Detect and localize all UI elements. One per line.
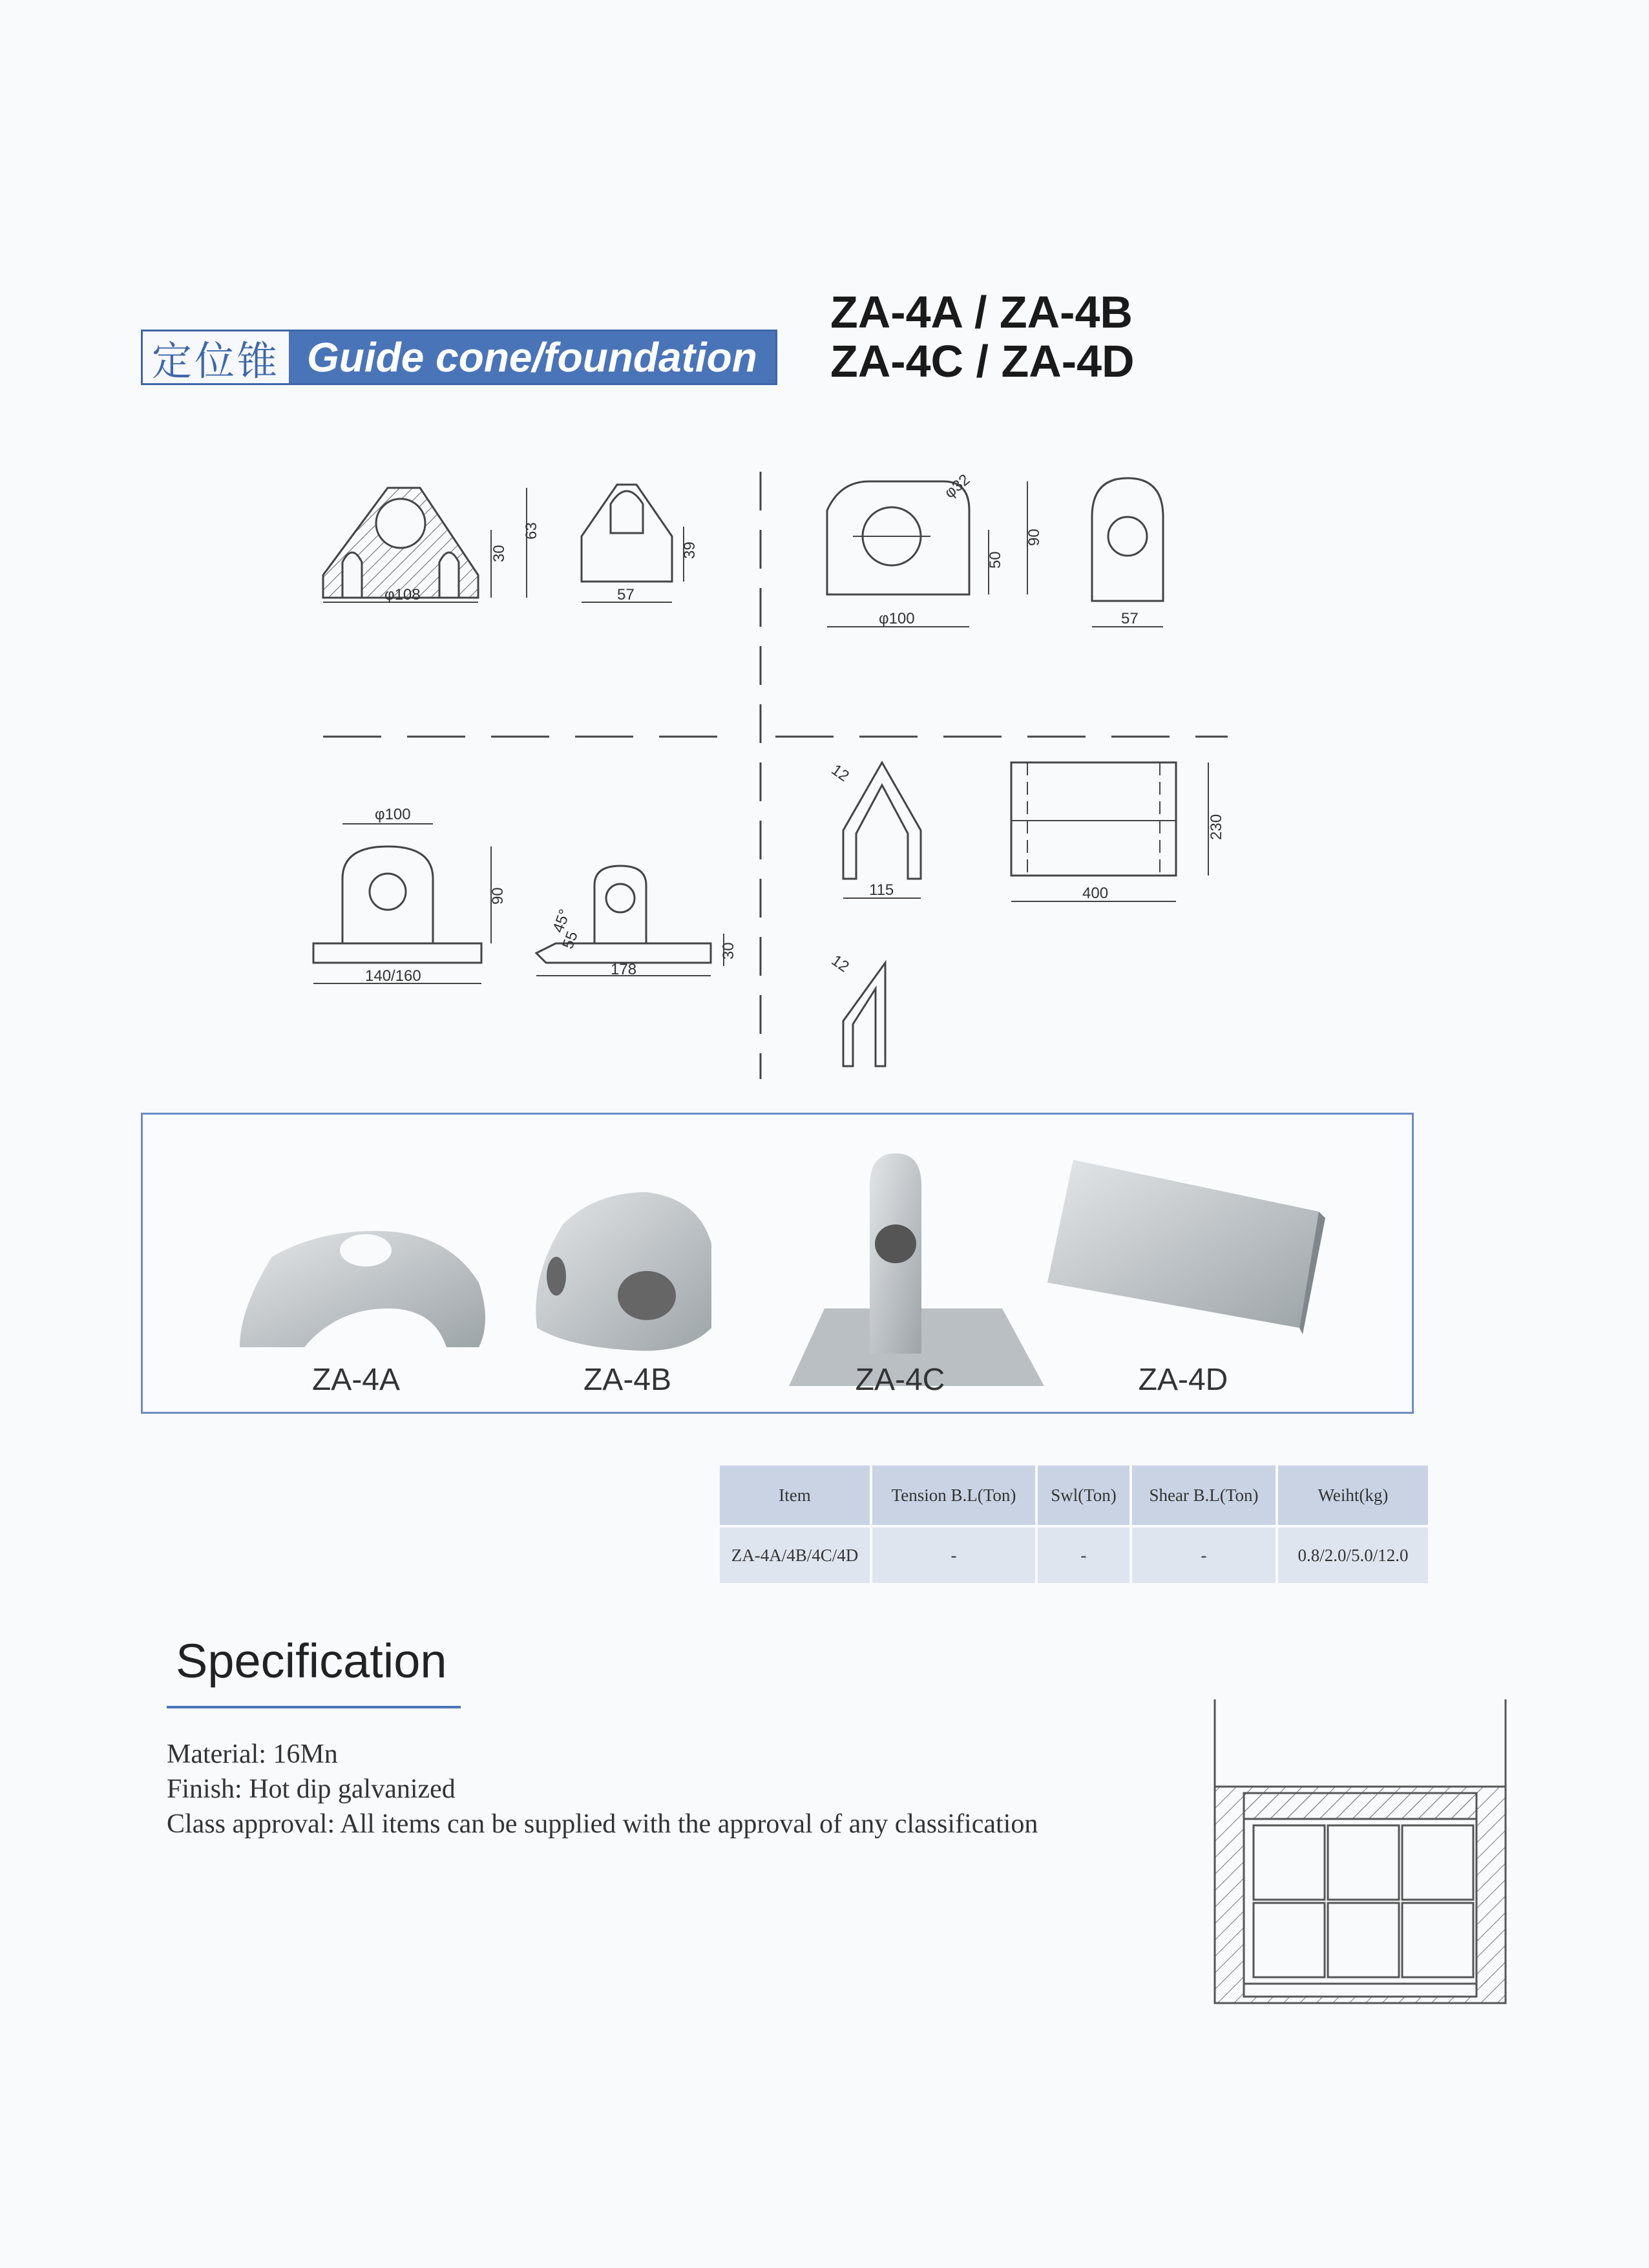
dim-za4b-h1: 50 xyxy=(987,551,1004,569)
dim-za4a-side-h: 39 xyxy=(681,541,698,559)
za4d-top-drawing xyxy=(1011,762,1208,901)
dim-za4a-h2: 63 xyxy=(523,522,540,540)
dim-za4c-h: 90 xyxy=(489,887,507,905)
model-numbers xyxy=(830,288,1135,386)
title-chinese: 定位锥 xyxy=(143,331,289,383)
dim-za4a-h1: 30 xyxy=(490,545,508,562)
dim-za4c-base: 140/160 xyxy=(365,967,421,985)
table-header: Shear B.L(Ton) xyxy=(1131,1464,1277,1526)
dim-za4b-h2: 90 xyxy=(1025,529,1043,546)
photo-label-za4d: ZA-4D xyxy=(1138,1363,1228,1397)
dim-za4d-t2: 12 xyxy=(828,951,852,976)
photo-label-za4c: ZA-4C xyxy=(855,1363,945,1397)
spec-table xyxy=(717,1463,1431,1586)
product-title xyxy=(141,330,777,385)
specification-title: Specification xyxy=(176,1634,447,1688)
za4d-profile-drawing xyxy=(843,762,921,1066)
table-cell: 0.8/2.0/5.0/12.0 xyxy=(1277,1526,1429,1584)
dim-za4b-dia: φ100 xyxy=(879,610,915,627)
photo-za4b xyxy=(536,1192,711,1351)
technical-drawings xyxy=(0,452,1649,1098)
dim-za4c-angle: 45° xyxy=(549,907,574,936)
dim-za4d-h: 230 xyxy=(1208,814,1225,840)
specification-text xyxy=(167,1737,1038,1842)
models-line-1: ZA-4A / ZA-4B xyxy=(830,287,1133,337)
photo-label-za4a: ZA-4A xyxy=(311,1363,401,1397)
photo-za4c xyxy=(789,1153,1044,1386)
photo-za4a xyxy=(240,1231,485,1347)
table-header: Swl(Ton) xyxy=(1036,1464,1131,1526)
table-header: Item xyxy=(719,1464,871,1526)
table-header-row xyxy=(719,1464,1429,1526)
table-header: Weiht(kg) xyxy=(1277,1464,1429,1526)
table-cell: ZA-4A/4B/4C/4D xyxy=(719,1526,871,1584)
table-cell: - xyxy=(1131,1526,1277,1584)
za4b-side-drawing xyxy=(1092,478,1163,627)
dim-za4a-side-w: 57 xyxy=(617,586,635,604)
spec-finish: Finish: Hot dip galvanized xyxy=(167,1774,456,1804)
models-line-2: ZA-4C / ZA-4D xyxy=(830,336,1135,386)
dim-za4c-chamfer: 55 xyxy=(559,929,582,952)
title-english: Guide cone/foundation xyxy=(289,331,775,383)
specification-underline xyxy=(167,1706,461,1708)
table-cell: - xyxy=(1036,1526,1131,1584)
product-photo-panel xyxy=(141,1113,1414,1414)
photo-label-za4b: ZA-4B xyxy=(583,1363,672,1397)
za4c-front-drawing xyxy=(313,824,491,983)
za4a-side-drawing xyxy=(582,485,684,602)
dim-za4b-hole: φ32 xyxy=(941,470,974,502)
dim-za4b-side-w: 57 xyxy=(1121,610,1139,627)
table-row xyxy=(719,1526,1429,1584)
table-header: Tension B.L(Ton) xyxy=(871,1464,1036,1526)
dim-za4d-t1: 12 xyxy=(828,761,852,786)
spec-approval: Class approval: All items can be supplied with the approval of any classification xyxy=(167,1809,1038,1839)
dim-za4c-side-w: 178 xyxy=(611,961,637,978)
photo-za4d xyxy=(1047,1160,1325,1334)
container-stowage-diagram xyxy=(1208,1699,1518,2035)
dim-za4c-side-h: 30 xyxy=(720,942,737,960)
dim-za4d-len: 400 xyxy=(1082,885,1109,902)
table-cell: - xyxy=(871,1526,1036,1584)
dim-za4c-top: φ100 xyxy=(375,806,411,823)
dim-za4a-dia: φ108 xyxy=(384,586,421,604)
dim-za4d-w: 115 xyxy=(869,881,894,899)
spec-material: Material: 16Mn xyxy=(167,1739,338,1769)
